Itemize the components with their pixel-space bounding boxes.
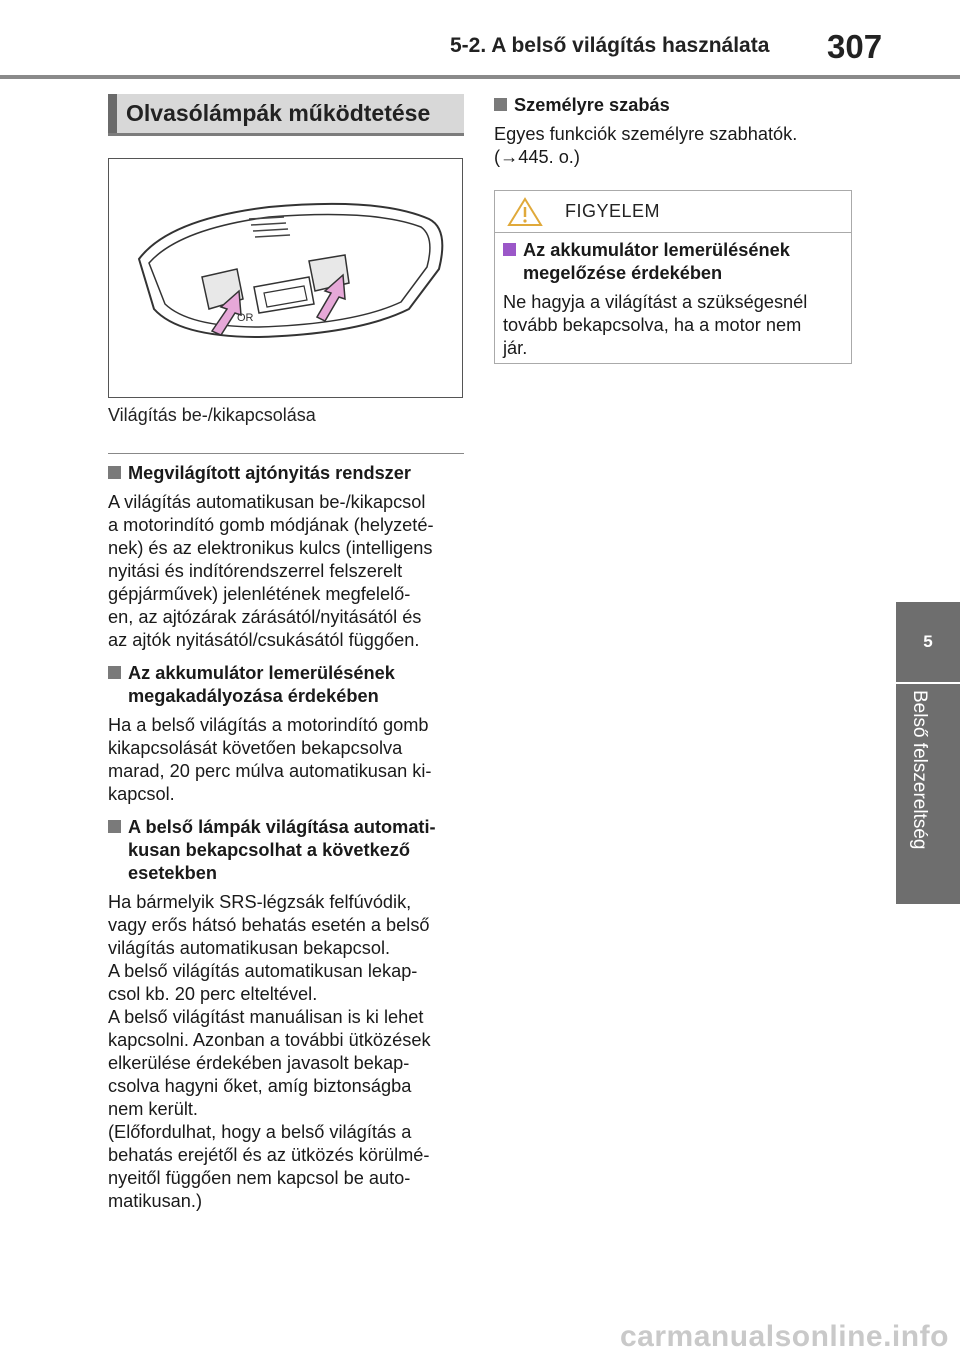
paragraph-customization: Egyes funkciók személyre szabhatók. (→445. o.) xyxy=(494,124,798,167)
section-title-bar xyxy=(108,94,117,133)
subheading-battery-saver: Az akkumulátor lemerülésének megakadályozása érdekében xyxy=(108,662,468,708)
overhead-console-illustration xyxy=(109,159,462,397)
chapter-tab-number: 5 xyxy=(896,602,960,682)
warning-triangle-icon xyxy=(507,197,543,227)
left-column xyxy=(108,462,468,1223)
page-number: 307 xyxy=(827,28,883,65)
running-header-title: 5-2. A belső világítás használata xyxy=(450,34,770,57)
subheading-auto-on: A belső lámpák világítása automati- kusan bekapcsolhat a következő esetekben xyxy=(108,816,468,885)
figure-mark-or: OR xyxy=(237,312,254,324)
paragraph-auto-on: Ha bármelyik SRS-légzsák felfúvódik, vagy erős hátsó behatás esetén a belső világítás automatikusan bekapcsol. A belső világítás automatikusan lekap- csol kb. 20 perc elteltével. A belső világítást manuálisan is ki lehet kapcsolni. Azonban a további ütközések elkerülése érdekében javasolt bekap- csolva hagyni őket, amíg biztonságba nem került. (Előfordulhat, hogy a belső világítás a behatás erejétől és az ütközés körülmé- nyeitől függően nem kapcsol be auto- matikusan.) xyxy=(108,892,431,1211)
warning-header xyxy=(495,191,851,233)
figure-caption: Világítás be-/kikapcsolása xyxy=(108,405,316,425)
reading-lamp-figure xyxy=(108,158,463,398)
chapter-tab-label: Belső felszereltség xyxy=(909,690,930,850)
warning-body xyxy=(503,239,843,360)
warning-subheading: Az akkumulátor lemerülésének megelőzése érdekében xyxy=(503,239,843,285)
subheading-customization: Személyre szabás xyxy=(494,94,854,117)
warning-box xyxy=(494,190,852,364)
caption-rule xyxy=(108,453,464,454)
section-title-text: Olvasólámpák működtetése xyxy=(126,100,431,126)
watermark-footer: carmanualsonline.info xyxy=(620,1320,949,1353)
subheading-illuminated-entry: Megvilágított ajtónyitás rendszer xyxy=(108,462,468,485)
warning-label: FIGYELEM xyxy=(565,201,661,221)
section-title xyxy=(108,94,464,136)
right-column xyxy=(494,94,854,179)
warning-paragraph: Ne hagyja a világítást a szükségesnél tovább bekapcsolva, ha a motor nem jár. xyxy=(503,292,808,358)
paragraph-battery-saver: Ha a belső világítás a motorindító gomb kikapcsolását követően bekapcsolva marad, 20 perc múlva automatikusan ki- kapcsol. xyxy=(108,715,432,804)
header-rule xyxy=(0,75,960,79)
paragraph-illuminated-entry: A világítás automatikusan be-/kikapcsol a motorindító gomb módjának (helyzeté- nek) és az elektronikus kulcs (intelligens nyitási és indítórendszerrel felszerelt gépjárművek) jelenlétének megfelelő- en, az ajtózárak zárásától/nyitásától és az ajtók nyitásától/csukásától függően. xyxy=(108,492,434,650)
